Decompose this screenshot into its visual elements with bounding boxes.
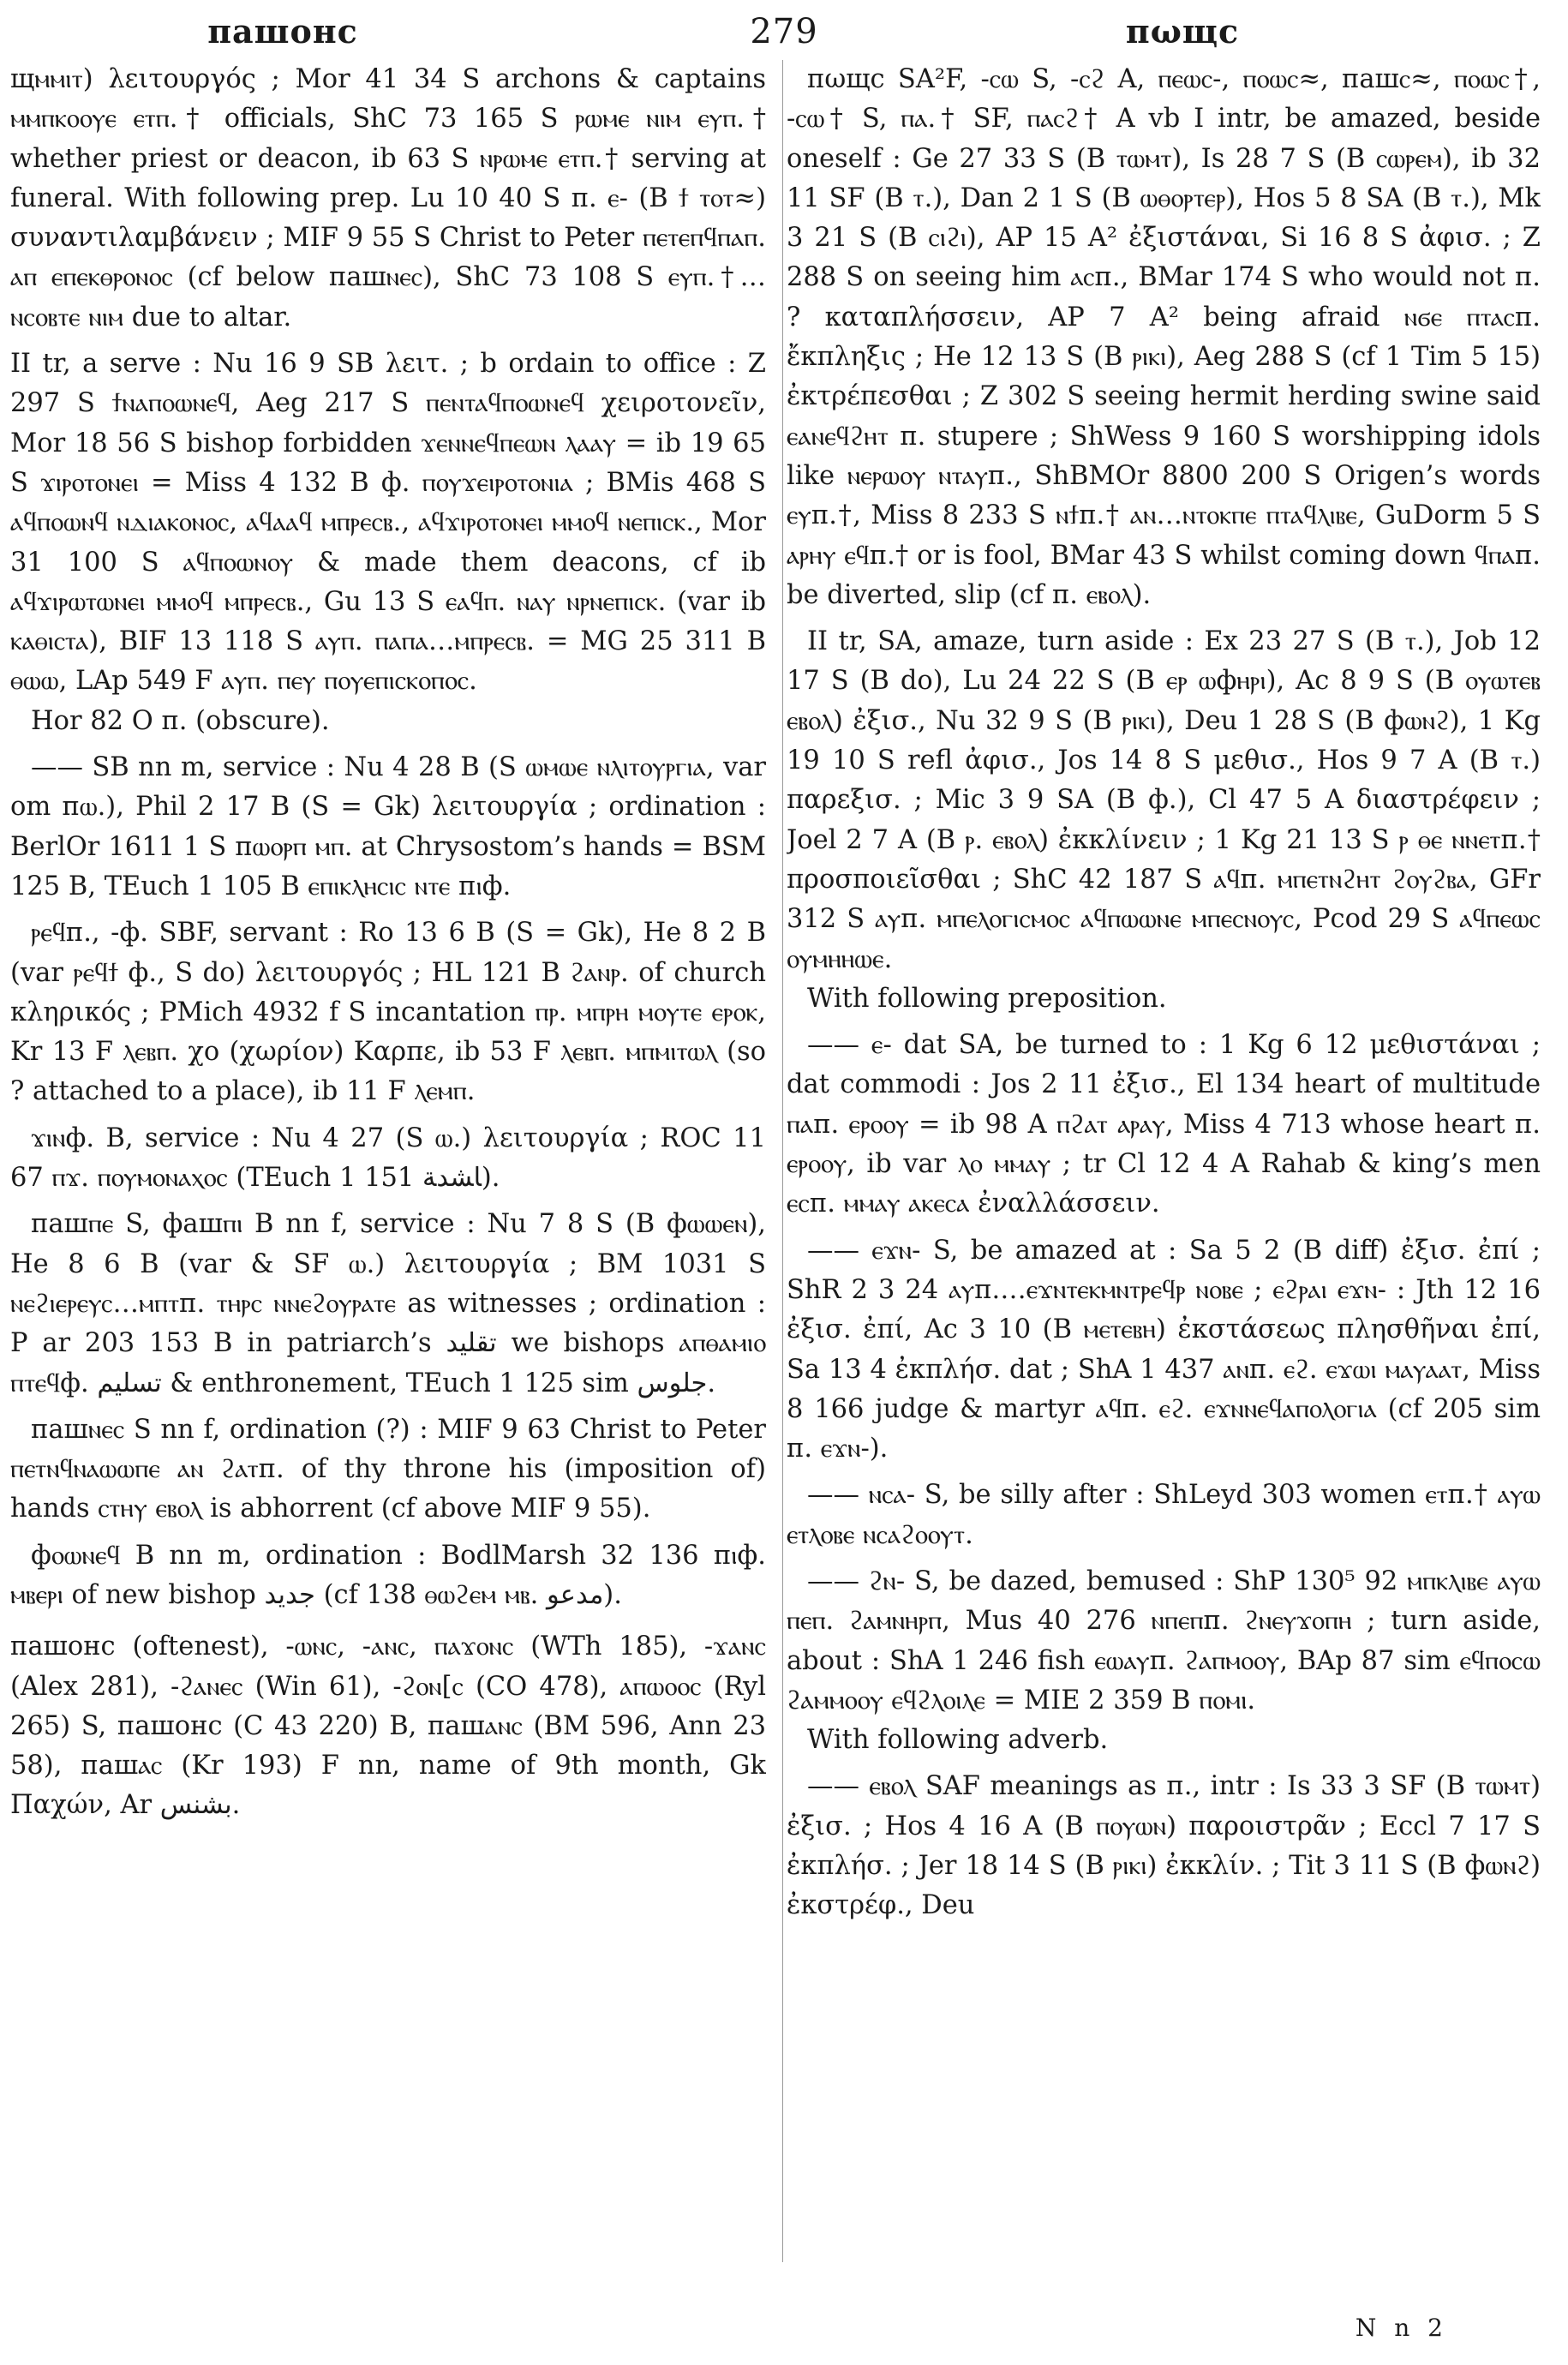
signature-mark: N n 2 (1355, 2314, 1448, 2342)
entry-paragraph: ⲣⲉϥп., -ф. SBF, servant : Ro 13 6 B (S = Gk), He 8 2 B (var ⲣⲉϥϯ ф., S do) λειτουργός ; HL 121 B ϩⲁⲛⲣ. of church κληρικός ; PMich 4932 f S incantation ⲡⲣ. ⲙⲡⲣⲏ ⲙⲟⲩⲧⲉ ⲉⲣⲟⲕ, Kr 13 F ⲗⲉⲃⲡ. χο (χωρίον) Καρπε, ib 53 F ⲗⲉⲃⲡ. ⲙⲡⲙⲓⲧⲱⲗ (so ? attached to a place), ib 11 F ⲗⲉⲙⲡ. (10, 918, 766, 1107)
entry-paragraph: —— SB nn m, service : Nu 4 28 B (S ⲱⲙⲱⲉ ⲛⲗⲓⲧⲟⲩⲣⲅⲓⲁ, var om пⲱ.), Phil 2 17 B (S = Gk) λειτουργία ; ordination : BerlOr 1611 1 S пⲱⲟⲣⲡ ⲙⲡ. at Chrysostom’s hands = BSM 125 B, TEuch 1 105 B ⲉⲡⲓⲕⲗⲏⲥⲓⲥ ⲛⲧⲉ пⲓф. (10, 752, 766, 901)
entry-paragraph: —— ⲉ- dat SA, be turned to : 1 Kg 6 12 μεθιστάναι ; dat commodi : Jos 2 11 ἐξισ., El 134 heart of multitude ⲡⲁп. ⲉⲣⲟⲟⲩ = ib 98 A ⲡϩⲁⲧ ⲁⲣⲁⲩ, Miss 4 713 whose heart п. ⲉⲣⲟⲟⲩ, ib var ⲗⲟ ⲙⲙⲁⲩ ; tr Cl 12 4 A Rahab & king’s men ⲉⲥп. ⲙⲙⲁⲩ ⲁⲕⲉⲥⲁ ἐναλλάσσειν. (787, 1030, 1541, 1219)
entry-paragraph: —— ϩⲛ- S, be dazed, bemused : ShP 130⁵ 92 ⲙⲡⲕⲗⲓⲃⲉ ⲁⲩⲱ ⲡⲉⲡ. ϩⲁⲙⲛⲏⲣⲡ, Mus 40 276 ⲛⲡⲉⲡп. ϩⲛⲉⲩϫⲟⲡⲏ ; turn aside, about : ShA 1 246 fish ⲉⲱⲁⲩп. ϩⲁⲡⲙⲟⲟⲩ, BAp 87 sim ⲉϥⲡⲟⲥⲱ ϩⲁⲙⲙⲟⲟⲩ ⲉϥϩⲗⲟⲓⲗⲉ = MIE 2 359 B ⲡⲟⲙⲓ. (787, 1566, 1541, 1715)
entry-paragraph: II tr, a serve : Nu 16 9 SB λειτ. ; b ordain to office : Z 297 S ϯⲛⲁⲡⲟⲱⲛⲉϥ, Aeg 217 S ⲡⲉⲛⲧⲁϥⲡⲟⲱⲛⲉϥ χειροτονεῖν, Mor 18 56 S bishop forbidden ϫⲉⲛⲛⲉϥⲡⲉⲱⲛ ⲗⲁⲁⲩ = ib 19 65 S ϫⲓⲣⲟⲧⲟⲛⲉⲓ = Miss 4 132 B ф. ⲡⲟⲩϫⲉⲓⲣⲟⲧⲟⲛⲓⲁ ; BMis 468 S ⲁϥⲡⲟⲱⲛϥ ⲛⲇⲓⲁⲕⲟⲛⲟⲥ, ⲁϥⲁⲁϥ ⲙⲡⲣⲉⲥⲃ., ⲁϥϫⲓⲣⲟⲧⲟⲛⲉⲓ ⲙⲙⲟϥ ⲛⲉⲡⲓⲥⲕ., Mor 31 100 S ⲁϥⲡⲟⲱⲛⲟⲩ & made them deacons, cf ib ⲁϥϫⲓⲣⲱⲧⲱⲛⲉⲓ ⲙⲙⲟϥ ⲙⲡⲣⲉⲥⲃ., Gu 13 S ⲉⲁϥⲡ. ⲛⲁⲩ ⲛⲣⲛⲉⲡⲓⲥⲕ. (var ib ⲕⲁⲑⲓⲥⲧⲁ), BIF 13 118 S ⲁⲩⲡ. ⲡⲁⲡⲁ…ⲙⲡⲣⲉⲥⲃ. = MG 25 311 B ⲑⲱⲱ, LAp 549 F ⲁⲩⲡ. ⲡⲉⲩ ⲡⲟⲩⲉⲡⲓⲥⲕⲟⲡⲟⲥ. (10, 349, 766, 697)
entry-paragraph: —— ⲉϫⲛ- S, be amazed at : Sa 5 2 (B diff) ἐξισ. ἐπί ; ShR 2 3 24 ⲁⲩп.…ⲉϫⲛⲧⲉⲕⲙⲛⲧⲣⲉϥⲣ ⲛⲟⲃⲉ ; ⲉϩⲣⲁⲓ ⲉϫⲛ- : Jth 12 16 ἐξισ. ἐπί, Ac 3 10 (B ⲙⲉⲧⲉⲃⲏ) ἐκστάσεως πλησθῆναι ἐπί, Sa 13 4 ἐκπλήσ. dat ; ShA 1 437 ⲁⲛп. ⲉϩ. ⲉϫⲱⲓ ⲙⲁⲩⲁⲁⲧ, Miss 8 166 judge & martyr ⲁϥп. ⲉϩ. ⲉϫⲛⲛⲉϥⲁⲡⲟⲗⲟⲅⲓⲁ (cf 205 sim п. ⲉϫⲛ-). (787, 1235, 1541, 1464)
entry-paragraph: пашⲛⲉⲥ S nn f, ordination (?) : MIF 9 63 Christ to Peter ⲡⲉⲧⲛϥⲛⲁⲱⲱⲡⲉ ⲁⲛ ϩⲁⲧп. of thy throne his (imposition of) hands ⲥⲧⲏⲩ ⲉⲃⲟⲗ is abhorrent (cf above MIF 9 55). (10, 1414, 766, 1524)
running-head-right: пωщс (1125, 12, 1240, 51)
running-head-left: пашонс (207, 12, 358, 51)
entry-paragraph: пашⲡⲉ S, фашⲡⲓ B nn f, service : Nu 7 8 S (B фⲱⲱⲉⲛ), He 8 6 B (var & SF ⲱ.) λειτουργία ; BM 1031 S ⲛⲉϩⲓⲉⲣⲉⲩⲥ…ⲙⲡⲧп. ⲧⲏⲣⲥ ⲛⲛⲉϩⲟⲩⲣⲁⲧⲉ as witnesses ; ordination : P ar 203 153 B in patriarch’s تقليد we bishops ⲁⲡⲑⲁⲙⲓⲟ ⲡⲧⲉϥф. تسليم & enthronement, TEuch 1 125 sim جلوس. (10, 1209, 766, 1398)
entry-paragraph: фⲟⲱⲛⲉϥ B nn m, ordination : BodlMarsh 32 136 пⲓф. ⲙⲃⲉⲣⲓ of new bishop جديد (cf 138 ⲑⲱϩⲉⲙ ⲙⲃ. مدعو). (10, 1540, 766, 1610)
entry-paragraph: Hor 82 O п. (obscure). (31, 705, 330, 736)
entry-paragraph: With following adverb. (807, 1725, 1109, 1756)
column-divider (782, 60, 783, 2262)
entry-paragraph: ϫⲓⲛф. B, service : Nu 4 27 (S ⲱ.) λειτουργία ; ROC 11 67 ⲡϫ. ⲡⲟⲩⲙⲟⲛⲁⲭⲟⲥ (TEuch 1 151 ﺎﺸﺪﺔ). (10, 1123, 766, 1194)
page-header (0, 12, 1568, 57)
lemma-entry: пωщс SA²F, -ⲥⲱ S, -ⲥϩ A, ⲡⲉⲱⲥ-, ⲡⲟⲱⲥ≈, пашⲥ≈, ⲡⲟⲱⲥ†, -ⲥⲱ† S, ⲡⲁ.† SF, ⲡⲁⲥϩ† A vb I intr, be amazed, beside oneself : Ge 27 33 S (B ⲧⲱⲙⲧ), Is 28 7 S (B ⲥⲱⲣⲉⲙ), ib 32 11 SF (B ⲧ.), Dan 2 1 S (B ⲱⲑⲟⲣⲧⲉⲣ), Hos 5 8 SA (B ⲧ.), Mk 3 21 S (B ⲥⲓϩⲓ), AP 15 A² ἐξιστάναι, Si 16 8 S ἀφισ. ; Z 288 S on seeing him ⲁⲥп., BMar 174 S who would not п. ? καταπλήσσειν, AP 7 A² being afraid ⲛϭⲉ ⲡⲧⲁⲥп. ἔκπληξις ; He 12 13 S (B ⲣⲓⲕⲓ), Aeg 288 S (cf 1 Tim 5 15) ἐκτρέπεσθαι ; Z 302 S seeing hermit herding swine said ⲉⲁⲛⲉϥϩⲏⲧ п. stupere ; ShWess 9 160 S worshipping idols like ⲛⲉⲣⲱⲟⲩ ⲛⲧⲁⲩп., ShBMOr 8800 200 S Origen’s words ⲉⲩп.†, Miss 8 233 S ⲛϯп.† ⲁⲛ…ⲛⲧⲟⲕⲡⲉ ⲡⲧⲁϥⲗⲓⲃⲉ, GuDorm 5 S ⲁⲣⲏⲩ ⲉϥп.† or is fool, BMar 43 S whilst coming down ϥⲡⲁп. be diverted, slip (cf п. ⲉⲃⲟⲗ). (787, 64, 1541, 610)
right-column (787, 60, 1541, 2271)
entry-paragraph: With following preposition. (807, 983, 1167, 1014)
entry-paragraph: —— ⲉⲃⲟⲗ SAF meanings as п., intr : Is 33 3 SF (B ⲧⲱⲙⲧ) ἐξισ. ; Hos 4 16 A (B ⲡⲟⲩⲱⲛ) παροιστρᾶν ; Eccl 7 17 S ἐκπλήσ. ; Jer 18 14 S (B ⲣⲓⲕⲓ) ἐκκλίν. ; Tit 3 11 S (B фⲱⲛϩ) ἐκστρέφ., Deu (787, 1771, 1541, 1921)
lemma-entry: пашонс (oftenest), -ⲱⲛⲥ, -ⲁⲛⲥ, ⲡⲁϫⲟⲛⲥ (WTh 185), -ϫⲁⲛⲥ (Alex 281), -ϩⲁⲛⲉⲥ (Win 61), -ϩⲟⲛ[ⲥ (CO 478), ⲁⲡⲱⲟⲟⲥ (Ryl 265) S, пашонс (C 43 220) B, пашⲁⲛⲥ (BM 596, Ann 23 58), пашⲁⲥ (Kr 193) F nn, name of 9th month, Gk Παχών, Ar بشنس. (10, 1632, 766, 1821)
entry-paragraph: —— ⲛⲥⲁ- S, be silly after : ShLeyd 303 women ⲉⲧп.† ⲁⲩⲱ ⲉⲧⲗⲟⲃⲉ ⲛⲥⲁϩⲟⲟⲩⲧ. (787, 1480, 1541, 1550)
page-number: 279 (750, 12, 818, 51)
entry-paragraph: II tr, SA, amaze, turn aside : Ex 23 27 S (B ⲧ.), Job 12 17 S (B do), Lu 24 22 S (B ⲉⲣ ⲱфⲏⲣⲓ), Ac 8 9 S (B ⲟⲩⲱⲧⲉⲃ ⲉⲃⲟⲗ) ἐξισ., Nu 32 9 S (B ⲣⲓⲕⲓ), Deu 1 28 S (B фⲱⲛϩ), 1 Kg 19 10 S refl ἀφισ., Jos 14 8 S μεθισ., Hos 9 7 A (B ⲧ.) παρεξισ. ; Mic 3 9 SA (B ф.), Cl 47 5 A διαστρέφειν ; Joel 2 7 A (B ⲣ. ⲉⲃⲟⲗ) ἐκκλίνειν ; 1 Kg 21 13 S ⲣ ⲑⲉ ⲛⲛⲉⲧп.† προσποιεῖσθαι ; ShC 42 187 S ⲁϥп. ⲙⲡⲉⲧⲛϩⲏⲧ ϩⲟⲩϩⲃⲁ, GFr 312 S ⲁⲩп. ⲙⲡⲉⲗⲟⲅⲓⲥⲙⲟⲥ ⲁϥⲡⲱⲱⲛⲉ ⲙⲡⲉⲥⲛⲟⲩⲥ, Pcod 29 S ⲁϥⲡⲉⲱⲥ ⲟⲩⲙⲏⲏⲱⲉ. (787, 626, 1541, 974)
left-column (10, 60, 766, 2271)
entry-paragraph: щⲙⲙⲓⲧ) λειτουργός ; Mor 41 34 S archons & captains ⲙⲙⲡⲕⲟⲟⲩⲉ ⲉⲧⲡ.† officials, ShC 73 165 S ⲣⲱⲙⲉ ⲛⲓⲙ ⲉⲩⲡ.† whether priest or deacon, ib 63 S ⲛⲣⲱⲙⲉ ⲉⲧⲡ.† serving at funeral. With following prep. Lu 10 40 S п. ⲉ- (B ϯ ⲧⲟⲧ≈) συναντιλαμβάνειν ; MIF 9 55 S Christ to Peter ⲡⲉⲧⲉⲡϥⲡⲁⲡ. ⲁⲡ ⲉⲡⲉⲕⲑⲣⲟⲛⲟⲥ (cf below пашⲛⲉⲥ), ShC 73 108 S ⲉⲩⲡ.†… ⲛⲥⲟⲃⲧⲉ ⲛⲓⲙ due to altar. (10, 64, 766, 332)
